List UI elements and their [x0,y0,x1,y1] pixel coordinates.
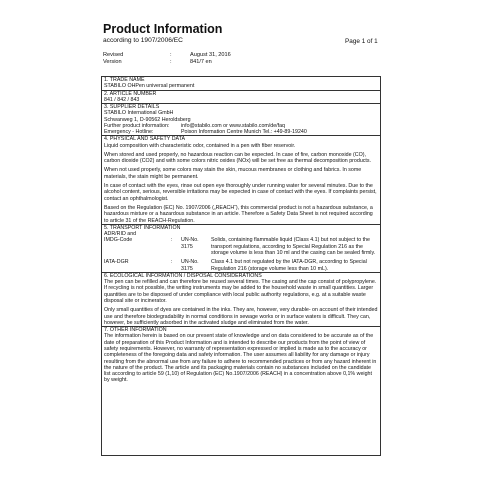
section-heading-supplier: 3. SUPPLIER DETAILS [102,103,380,110]
section-body-physical-safety [102,143,380,224]
revision-meta [103,52,231,66]
emergency-value: Poison Information Centre Munich Tel.: +49-89-19240 [181,129,307,136]
product-info-box [101,76,381,456]
colon: : [171,237,173,244]
paragraph: The pen can be refilled and can therefore be reused several times. The casing and the cap consist of polypropylene. If recycling is not possible, the writing instruments may be added to the household waste in small quantities. Larger quantities are to be disposed of under compliance with local public authority regulations, e.g. at a suitable waste disposal site or incinerator. [104,279,377,304]
section-heading-trade-name: 1. TRADE NAME [104,77,145,83]
iata-row [104,259,378,272]
iata-label: IATA-DGR [104,259,129,266]
page-number: Page 1 of 1 [345,38,378,45]
iata-text: Class 4.1 but not regulated by the IATA-DGR, according to Special Regulation 216 (storage volume less than 10 mL). [211,259,367,272]
page-title: Product Information [103,22,223,36]
version-row [103,59,231,66]
paragraph: Based on the Regulation (EC) No. 1907/2006 („REACH“), this commercial product is not a hazardous substance, a hazardous mixture or a hazardous substance in an article. Therefore a Safety Data Sheet is not required according to article 31 of the REACH-Regulation. [104,204,373,224]
paragraph: The information herein is based on our present state of knowledge and on data considered to be accurate as of the date of preparation of this Product Information and is intended to describe our products from the point of view of safety requirements. However, no warranty of representation expressed or implied is made as to the accuracy or completeness of the foregoing data and safety information. The user assumes all liability for any damage or injury resulting from the abnormal use from any failure to adhere to recommended practices or from any hazard inherent in the nature of the product. The article and its packaging materials contain no substances included on the candidate list according to article 59 (1,10) of Regulation (EC) No.1907/2006 (REACH) in a concentration above 0,1% weight by weight. [104,333,377,384]
adr-label: ADR/RID and [104,231,137,238]
imdg-label: IMDG-Code [104,237,133,244]
revised-label: Revised [103,52,124,58]
emergency-label: Emergency - Hotline: [104,129,154,136]
revised-row [103,52,231,59]
imdg-un-number: UN-No. 3175 [181,237,199,250]
supplier-address: Schwanweg 1, D-90562 Heroldsberg [104,116,191,123]
paragraph: In case of contact with the eyes, rinse out open eye thoroughly under running water for several minutes. Due to the alcohol content, serious, reversible irritations may be expected in case of contact with the eyes. If complaints persist, contact an ophthalmologist. [104,183,377,202]
paragraph: Only small quantities of dyes are contained in the inks. They are, however, very durable- on account of their intended use and therefore biodegradability in normal conditions in sewage works or in surface waters is difficult. They can, however, be sufficiently adsorbed in the activated sludge and eliminated from the water. [104,307,378,326]
version-value: 841/7 en [190,59,212,65]
section-heading-transport: 5. TRANSPORT INFORMATION [102,224,380,231]
document-header [103,22,379,45]
paragraph: When not used properly, some colors may stain the skin, mucous membranes or clothing and fabrics. In some materials, the stain might be permanent. [104,167,362,180]
section-body-other [102,333,380,383]
version-label: Version [103,59,122,65]
colon: : [170,59,172,65]
further-info-value: info@stabilo.com or www.stabilo.com/de/faq [181,122,286,129]
section-heading-ecological: 6. ECOLOGICAL INFORMATION / DISPOSAL CONSIDERATIONS [102,272,380,279]
trade-name-text: STABILO OHPen universal permanent [104,83,195,90]
further-info-label: Further product information: [104,122,170,129]
supplier-name: STABILO International GmbH [104,110,174,117]
colon: : [171,259,173,266]
iata-un-number: UN-No. 3175 [181,259,199,272]
article-number-text: 841 / 842 / 843 [104,96,140,103]
paragraph: Liquid composition with characteristic odor, contained in a pen with fiber reservoir. [104,142,296,149]
imdg-row [104,237,378,256]
section-heading-other: 7. OTHER INFORMATION [102,326,380,333]
paragraph: When stored and used properly, no hazardous reaction can be expected. In case of fire, carbon monoxide (CO), carbon dioxide (CO2) and with some colors nitric oxides (NOx) will be set free as thermal decomposition products. [104,151,372,165]
imdg-text: Solids, containing flammable liquid (Class 4.1) but not subject to the transport regulations, according to Special Regulation 216 as the storage volume is less than 10 ml and the casing can be sealed firmly. [211,237,376,256]
section-body-ecological [102,279,380,326]
section-heading-article-number: 2. ARTICLE NUMBER [102,90,380,97]
section-body-transport [102,231,380,272]
revised-value: August 31, 2016 [190,52,231,58]
page-subtitle: according to 1907/2006/EC [103,37,183,44]
section-heading-physical-safety: 4. PHYSICAL AND SAFETY DATA [102,135,380,142]
emergency-row [104,129,378,135]
colon: : [170,52,172,58]
section-body-supplier [102,110,380,135]
